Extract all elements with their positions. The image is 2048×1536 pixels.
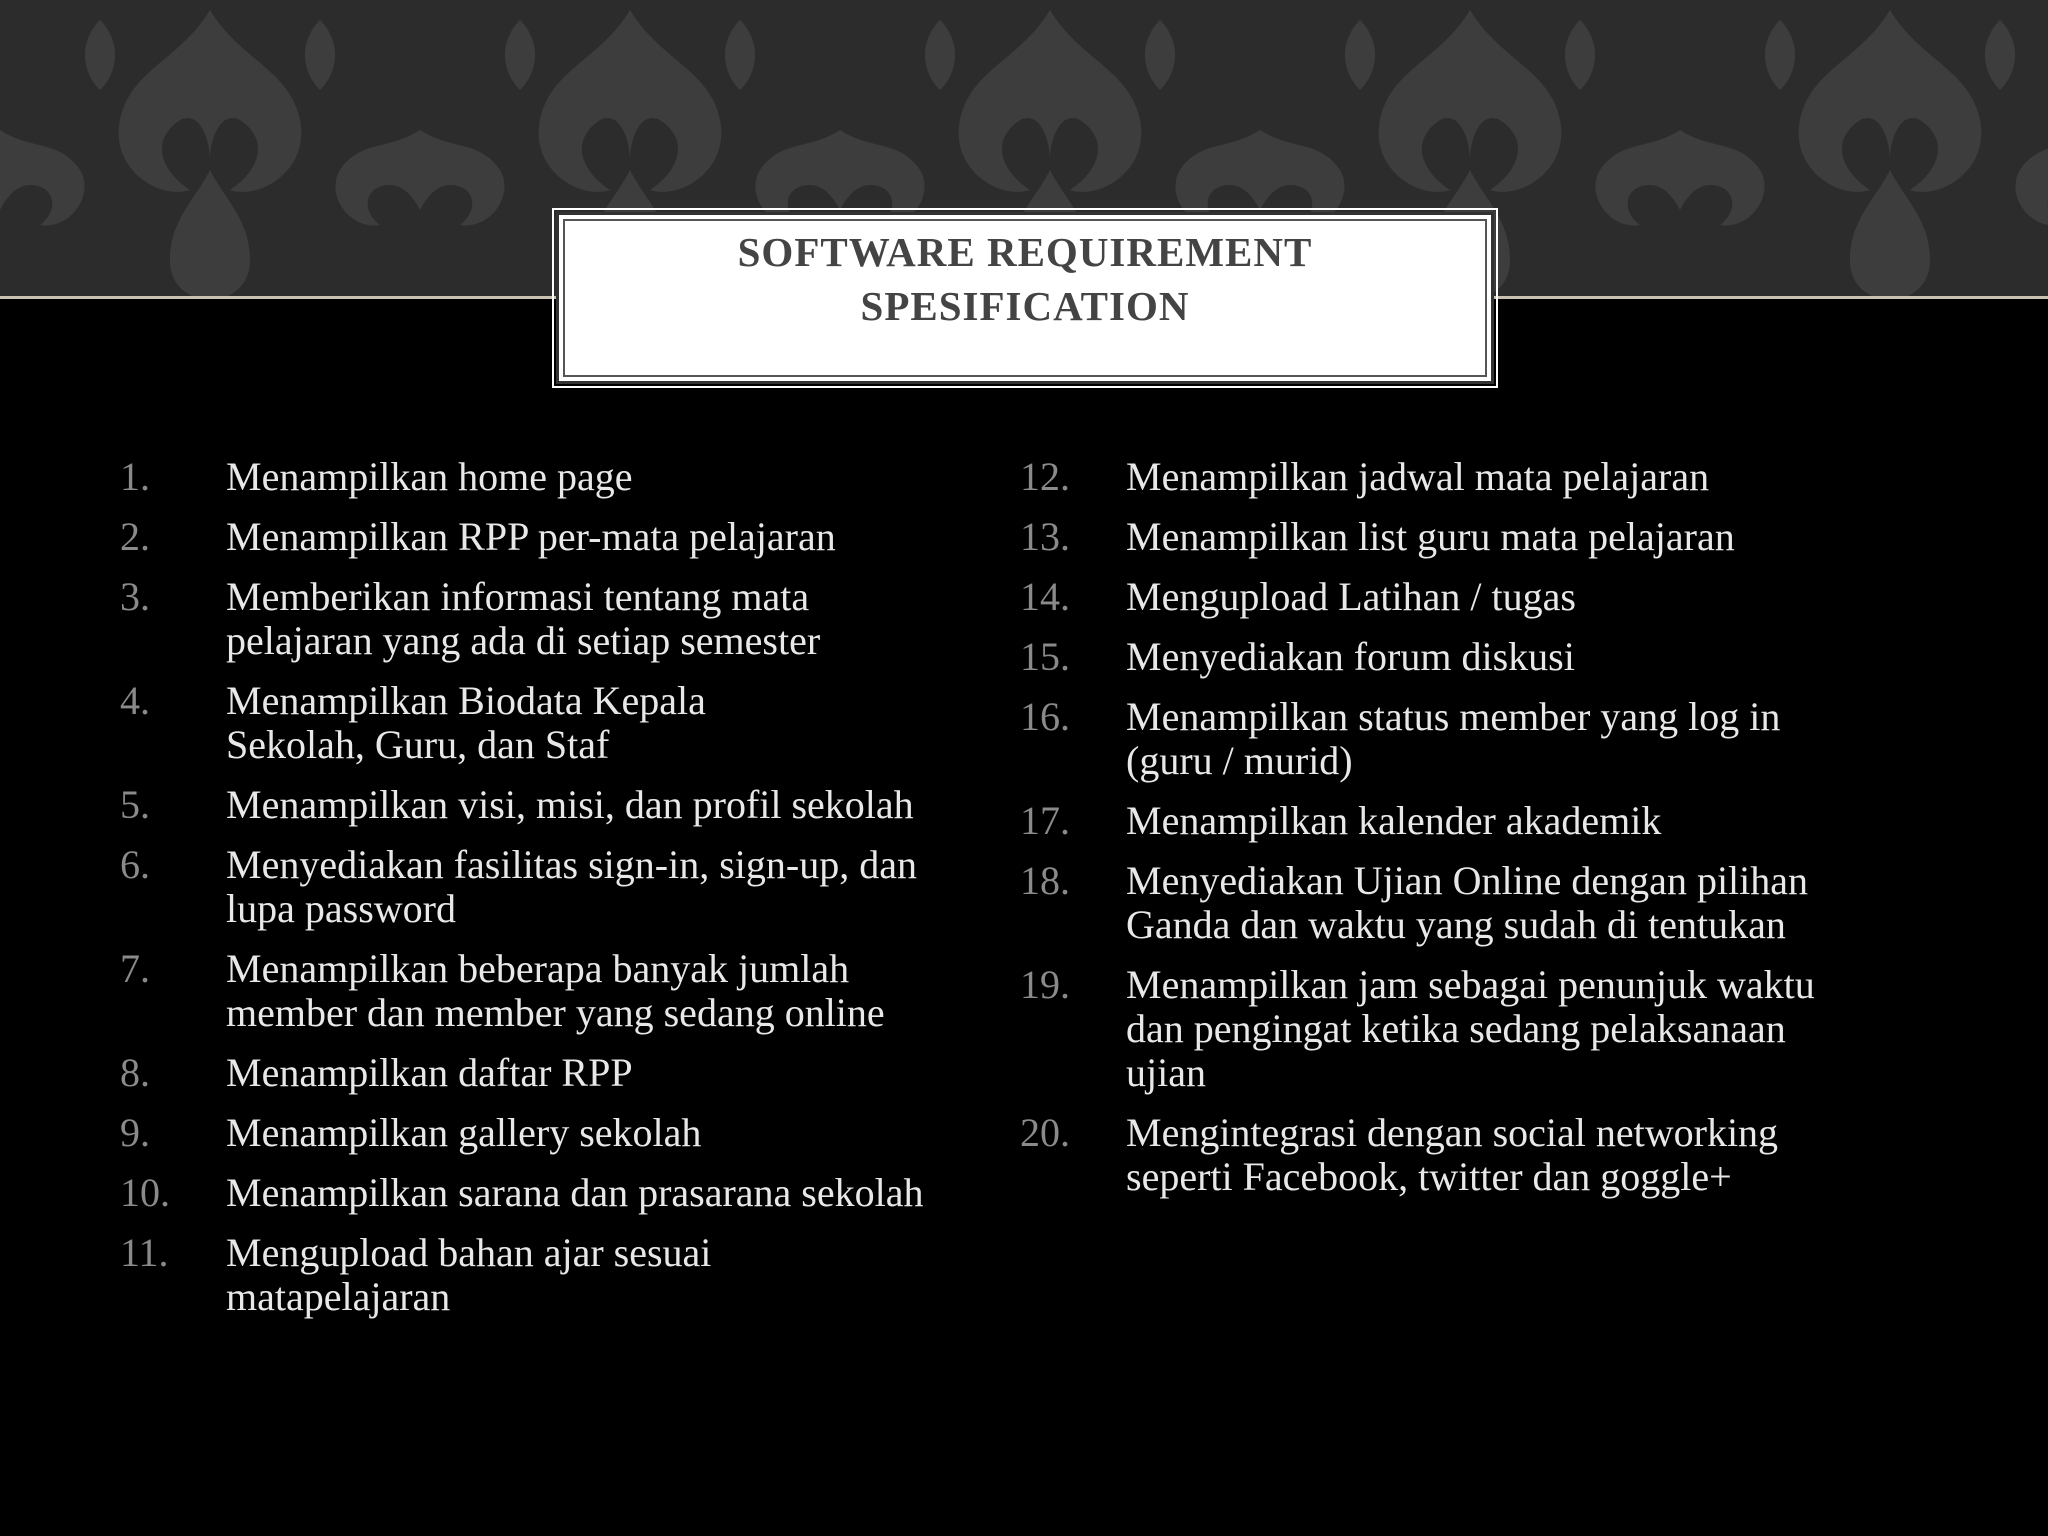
list-item [120, 1171, 1020, 1215]
list-item-number: 14. [1020, 574, 1070, 619]
list-item-number: 16. [1020, 694, 1070, 739]
slide-title-line-1: SOFTWARE REQUIREMENT [737, 229, 1313, 275]
list-item [1020, 575, 2020, 619]
list-item-number: 20. [1020, 1110, 1070, 1155]
list-item [1020, 859, 2020, 947]
list-item [120, 679, 1020, 767]
title-box [556, 212, 1494, 384]
list-item-text: Menampilkan beberapa banyak jumlah member dan member yang sedang online [226, 946, 885, 1035]
list-item-text: Menampilkan RPP per-mata pelajaran [226, 514, 836, 559]
list-item-number: 8. [120, 1050, 150, 1095]
list-item-number: 12. [1020, 454, 1070, 499]
list-item-text: Menampilkan sarana dan prasarana sekolah [226, 1170, 924, 1215]
list-item-number: 2. [120, 514, 150, 559]
list-item-text: Menampilkan gallery sekolah [226, 1110, 702, 1155]
list-item-text: Menampilkan status member yang log in (guru / murid) [1126, 694, 1781, 783]
list-item-text: Mengupload bahan ajar sesuai matapelajaran [226, 1230, 712, 1319]
list-item-text: Menampilkan Biodata Kepala Sekolah, Guru, dan Staf [226, 678, 706, 767]
list-item-number: 1. [120, 454, 150, 499]
list-item [1020, 635, 2020, 679]
list-item [1020, 963, 2020, 1095]
list-item-number: 15. [1020, 634, 1070, 679]
list-item-text: Memberikan informasi tentang mata pelajaran yang ada di setiap semester [226, 574, 821, 663]
requirements-list-left [120, 455, 1020, 1335]
list-item-number: 4. [120, 678, 150, 723]
list-item [120, 515, 1020, 559]
list-item-text: Mengupload Latihan / tugas [1126, 574, 1576, 619]
list-item-text: Menampilkan daftar RPP [226, 1050, 633, 1095]
list-item-text: Menampilkan home page [226, 454, 633, 499]
list-item-number: 10. [120, 1170, 170, 1215]
list-item-text: Menampilkan kalender akademik [1126, 798, 1662, 843]
list-item-text: Menyediakan Ujian Online dengan pilihan Ganda dan waktu yang sudah di tentukan [1126, 858, 1809, 947]
list-item [120, 575, 1020, 663]
slide-title [559, 225, 1491, 333]
list-item [1020, 1111, 2020, 1199]
list-item-number: 18. [1020, 858, 1070, 903]
list-item-number: 5. [120, 782, 150, 827]
list-item-text: Menampilkan jadwal mata pelajaran [1126, 454, 1710, 499]
list-item [120, 1111, 1020, 1155]
list-item-number: 17. [1020, 798, 1070, 843]
list-item [1020, 695, 2020, 783]
list-item-number: 19. [1020, 962, 1070, 1007]
list-item [120, 843, 1020, 931]
slide-title-line-2: SPESIFICATION [860, 283, 1190, 329]
list-item [120, 455, 1020, 499]
list-item-number: 7. [120, 946, 150, 991]
list-item-text: Menampilkan list guru mata pelajaran [1126, 514, 1735, 559]
list-item-text: Menyediakan forum diskusi [1126, 634, 1575, 679]
list-item [120, 1231, 1020, 1319]
list-item [120, 1051, 1020, 1095]
list-item [1020, 515, 2020, 559]
list-item-number: 11. [120, 1230, 169, 1275]
list-item [1020, 799, 2020, 843]
list-item [1020, 455, 2020, 499]
list-item-text: Menyediakan fasilitas sign-in, sign-up, dan lupa password [226, 842, 917, 931]
list-item [120, 783, 1020, 827]
list-item-number: 9. [120, 1110, 150, 1155]
requirements-list-right [1020, 455, 2020, 1215]
list-item-text: Menampilkan visi, misi, dan profil sekolah [226, 782, 914, 827]
list-item-number: 3. [120, 574, 150, 619]
list-item-text: Menampilkan jam sebagai penunjuk waktu dan pengingat ketika sedang pelaksanaan ujian [1126, 962, 1815, 1095]
list-item [120, 947, 1020, 1035]
list-item-number: 13. [1020, 514, 1070, 559]
list-item-number: 6. [120, 842, 150, 887]
list-item-text: Mengintegrasi dengan social networking seperti Facebook, twitter dan goggle+ [1126, 1110, 1779, 1199]
